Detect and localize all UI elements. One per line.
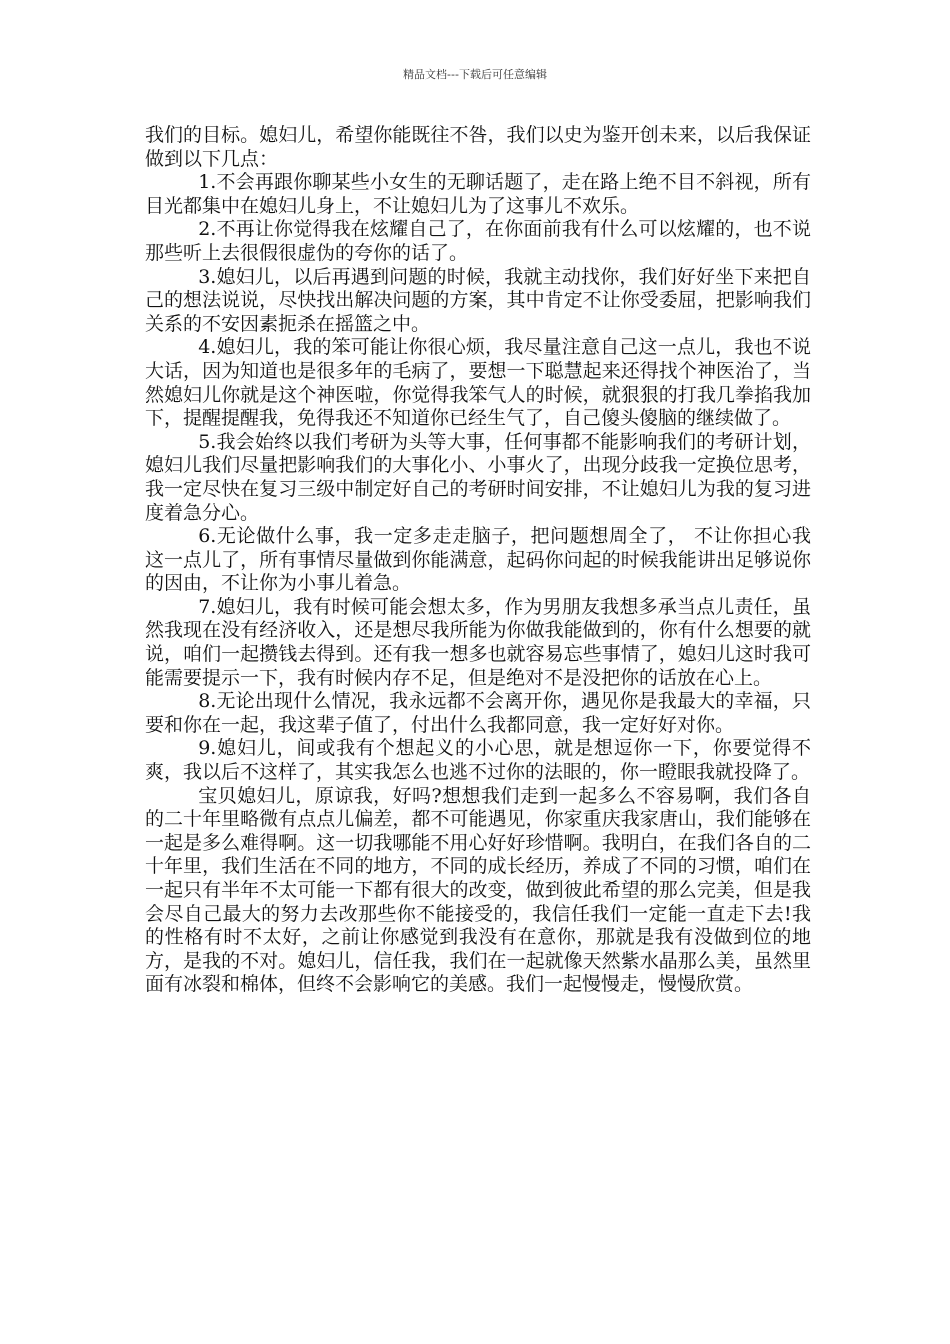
paragraph-point-7: 7.媳妇儿，我有时候可能会想太多，作为男朋友我想多承当点儿责任，虽然我现在没有经济收入，还是想尽我所能为你做我能做到的，你有什么想要的就说，咱们一起攒钱去得到。还有我一想多也就容易忘些事情了，媳妇儿这时我可能需要提示一下，我有时候内存不足，但是绝对不是没把你的话放在心上。 — [145, 595, 811, 689]
paragraph-point-8: 8.无论出现什么情况，我永远都不会离开你，遇见你是我最大的幸福，只要和你在一起，我这辈子值了，付出什么我都同意，我一定好好对你。 — [145, 690, 811, 736]
paragraph-closing: 宝贝媳妇儿，原谅我，好吗?想想我们走到一起多么不容易啊，我们各自的二十年里略微有点点儿偏差，都不可能遇见，你家重庆我家唐山，我们能够在一起是多么难得啊。这一切我哪能不用心好好珍惜啊。我明白，在我们各自的二十年里，我们生活在不同的地方，不同的成长经历，养成了不同的习惯，咱们在一起只有半年不太可能一下都有很大的改变，做到彼此希望的那么完美，但是我会尽自己最大的努力去改那些你不能接受的，我信任我们一定能一直走下去!我的性格有时不太好，之前让你感觉到我没有在意你，那就是我有没做到位的地方，是我的不对。媳妇儿，信任我，我们在一起就像天然紫水晶那么美，虽然里面有冰裂和棉体，但终不会影响它的美感。我们一起慢慢走，慢慢欣赏。 — [145, 784, 811, 996]
paragraph-point-4: 4.媳妇儿，我的笨可能让你很心烦，我尽量注意自己这一点儿，我也不说大话，因为知道也是很多年的毛病了，要想一下聪慧起来还得找个神医治了，当然媳妇儿你就是这个神医啦，你觉得我笨气人的时候，就狠狠的打我几拳掐我加下，提醒提醒我，免得我还不知道你已经生气了，自己傻头傻脑的继续做了。 — [145, 336, 811, 430]
page-header-watermark: 精品文档---下载后可任意编辑 — [403, 68, 547, 81]
paragraph-point-9: 9.媳妇儿，间或我有个想起义的小心思，就是想逗你一下，你要觉得不爽，我以后不这样了，其实我怎么也逃不过你的法眼的，你一瞪眼我就投降了。 — [145, 737, 811, 784]
paragraph-intro: 我们的目标。媳妇儿，希望你能既往不咎，我们以史为鉴开创未来，以后我保证做到以下几点： — [145, 124, 811, 170]
paragraph-point-2: 2.不再让你觉得我在炫耀自己了，在你面前我有什么可以炫耀的，也不说那些听上去很假很虚伪的夸你的话了。 — [145, 218, 811, 264]
paragraph-point-6: 6.无论做什么事，我一定多走走脑子，把问题想周全了， 不让你担心我这一点儿了，所有事情尽量做到你能满意，起码你问起的时候我能讲出足够说你的因由，不让你为小事儿着急。 — [145, 525, 811, 595]
paragraph-point-5: 5.我会始终以我们考研为头等大事，任何事都不能影响我们的考研计划，媳妇儿我们尽量把影响我们的大事化小、小事火了，出现分歧我一定换位思考，我一定尽快在复习三级中制定好自己的考研时间安排，不让媳妇儿为我的复习进度着急分心。 — [145, 430, 811, 524]
document-body — [145, 124, 811, 997]
paragraph-point-3: 3.媳妇儿，以后再遇到问题的时候，我就主动找你，我们好好坐下来把自己的想法说说，尽快找出解决问题的方案，其中肯定不让你受委屈，把影响我们关系的不安因素扼杀在摇篮之中。 — [145, 265, 811, 335]
paragraph-point-1: 1.不会再跟你聊某些小女生的无聊话题了，走在路上绝不目不斜视，所有目光都集中在媳妇儿身上，不让媳妇儿为了这事儿不欢乐。 — [145, 171, 811, 217]
